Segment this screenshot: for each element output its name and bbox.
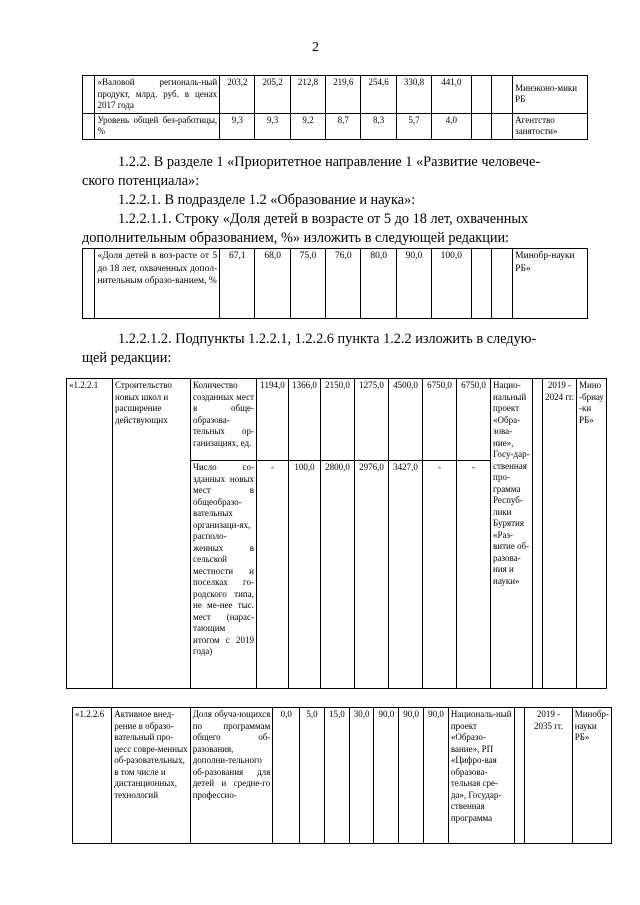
table-subitem-1-2-2-6 — [72, 707, 612, 844]
value-cell: 100,0 — [432, 249, 471, 319]
period-cell: 2019 - 2035 гг. — [525, 708, 572, 844]
table-row — [83, 113, 588, 139]
value-cell: 90,0 — [424, 708, 449, 844]
value-cell: 3427,0 — [389, 461, 423, 689]
responsible-cell: Минэконо-мики РБ — [513, 76, 588, 114]
value-cell: 80,0 — [361, 249, 396, 319]
empty-cell — [514, 708, 524, 844]
value-cell: 212,8 — [290, 76, 325, 114]
empty-cell — [492, 249, 513, 319]
value-cell: 15,0 — [324, 708, 349, 844]
value-cell: 1194,0 — [257, 379, 289, 461]
table-additional-education — [82, 248, 588, 319]
value-cell: - — [257, 461, 289, 689]
value-cell: - — [457, 461, 491, 689]
value-cell: 5,0 — [300, 708, 325, 844]
value-cell: 9,2 — [290, 113, 325, 139]
indicator-name: «Доля детей в воз-расте от 5 до 18 лет, охваченных допол-нительным образо-ванием, % — [95, 249, 220, 319]
paragraph-3-line-2: дополнительным образованием, %» изложить в следующей редакции: — [82, 230, 510, 246]
value-cell: 8,7 — [326, 113, 361, 139]
value-cell: 9,3 — [220, 113, 255, 139]
table-row — [83, 249, 588, 319]
paragraph-3-line-1: 1.2.2.1.1. Строку «Доля детей в возрасте от 5 до 18 лет, охваченных — [118, 211, 529, 227]
responsible-cell: Минобр-науки РБ» — [572, 708, 611, 844]
task-cell: Активное внед-рение в образо-вательный про-цесс совре-менных об-разовательных, в том числе и дистанционных, технологий — [112, 708, 190, 844]
indicator-name: Уровень общей без-работицы, % — [95, 113, 220, 139]
value-cell: 2800,0 — [321, 461, 355, 689]
value-cell: 30,0 — [349, 708, 374, 844]
paragraph-4-line-1: 1.2.2.1.2. Подпункты 1.2.2.1, 1.2.2.6 пункта 1.2.2 изложить в следую- — [118, 331, 537, 347]
value-cell: 205,2 — [255, 76, 290, 114]
value-cell: 100,0 — [289, 461, 321, 689]
value-cell: 441,0 — [432, 76, 471, 114]
paragraph-1-line-1: 1.2.2. В разделе 1 «Приоритетное направление 1 «Развитие человече- — [118, 154, 541, 170]
value-cell: 1366,0 — [289, 379, 321, 461]
value-cell: 2150,0 — [321, 379, 355, 461]
task-cell: Строительство новых школ и расширение действующих — [113, 379, 191, 689]
table-row — [73, 708, 612, 844]
empty-cell — [83, 249, 95, 319]
project-cell: Националь-ный проект «Образо-вание», РП «Цифро-вая образова-тельная сре-да», Государ-ственная программа — [448, 708, 514, 844]
table-subitem-1-2-2-1 — [66, 378, 607, 689]
value-cell: 2976,0 — [355, 461, 389, 689]
empty-cell — [533, 379, 543, 689]
value-cell: - — [423, 461, 457, 689]
table-economic-indicators — [82, 75, 588, 140]
empty-cell — [471, 113, 492, 139]
empty-cell — [471, 76, 492, 114]
value-cell: 90,0 — [396, 249, 431, 319]
empty-cell — [471, 249, 492, 319]
indicator-name: «Валовой региональ-ный продукт, млрд. руб. в ценах 2017 года — [95, 76, 220, 114]
indicator-name: Количество созданных мест в обще-образова-тельных ор-ганизациях, ед. — [191, 379, 257, 461]
empty-cell — [83, 76, 95, 114]
value-cell: 1275,0 — [355, 379, 389, 461]
paragraph-2: 1.2.2.1. В подразделе 1.2 «Образование и наука»: — [118, 192, 416, 208]
paragraph-1-line-2: ского потенциала»: — [82, 173, 200, 189]
responsible-cell: Агентство занятости» — [513, 113, 588, 139]
value-cell: 8,3 — [361, 113, 396, 139]
value-cell: 4,0 — [432, 113, 471, 139]
value-cell: 254,6 — [361, 76, 396, 114]
project-cell: Нацио-нальный проект «Обра-зова-ние», Госу-дар-ственная про-грамма Респуб-лики Бурятия «Раз-витие об-разова-ния и науки» — [491, 379, 533, 689]
value-cell: 76,0 — [326, 249, 361, 319]
item-number: «1.2.2.6 — [73, 708, 112, 844]
value-cell: 5,7 — [396, 113, 431, 139]
value-cell: 68,0 — [255, 249, 290, 319]
page-number: 2 — [312, 40, 319, 55]
paragraph-4-line-2: щей редакции: — [82, 350, 172, 366]
empty-cell — [492, 113, 513, 139]
value-cell: 6750,0 — [423, 379, 457, 461]
value-cell: 75,0 — [290, 249, 325, 319]
value-cell: 90,0 — [374, 708, 399, 844]
value-cell: 67,1 — [220, 249, 255, 319]
responsible-cell: Мино-брнау-ки РБ» — [577, 379, 607, 689]
period-cell: 2019 - 2024 гг. — [543, 379, 577, 689]
item-number: «1.2.2.1 — [67, 379, 113, 689]
value-cell: 0,0 — [273, 708, 300, 844]
value-cell: 219,6 — [326, 76, 361, 114]
value-cell: 4500,0 — [389, 379, 423, 461]
value-cell: 90,0 — [399, 708, 424, 844]
value-cell: 330,8 — [396, 76, 431, 114]
value-cell: 203,2 — [220, 76, 255, 114]
indicator-name: Доля обуча-ющихся по программам общего об-разования, дополни-тельного об-разования для детей и средне-го профессио- — [190, 708, 273, 844]
value-cell: 6750,0 — [457, 379, 491, 461]
indicator-name: Число со-зданных новых мест в общеобразо-вательных организаци-ях, располо-женных в сельской местности и поселках го-родского типа, не ме-нее тыс. мест (нарас-тающим итогом с 2019 года) — [191, 461, 257, 689]
table-row — [83, 76, 588, 114]
table-row — [67, 379, 607, 461]
empty-cell — [492, 76, 513, 114]
value-cell: 9,3 — [255, 113, 290, 139]
responsible-cell: Минобр-науки РБ» — [513, 249, 588, 319]
empty-cell — [83, 113, 95, 139]
